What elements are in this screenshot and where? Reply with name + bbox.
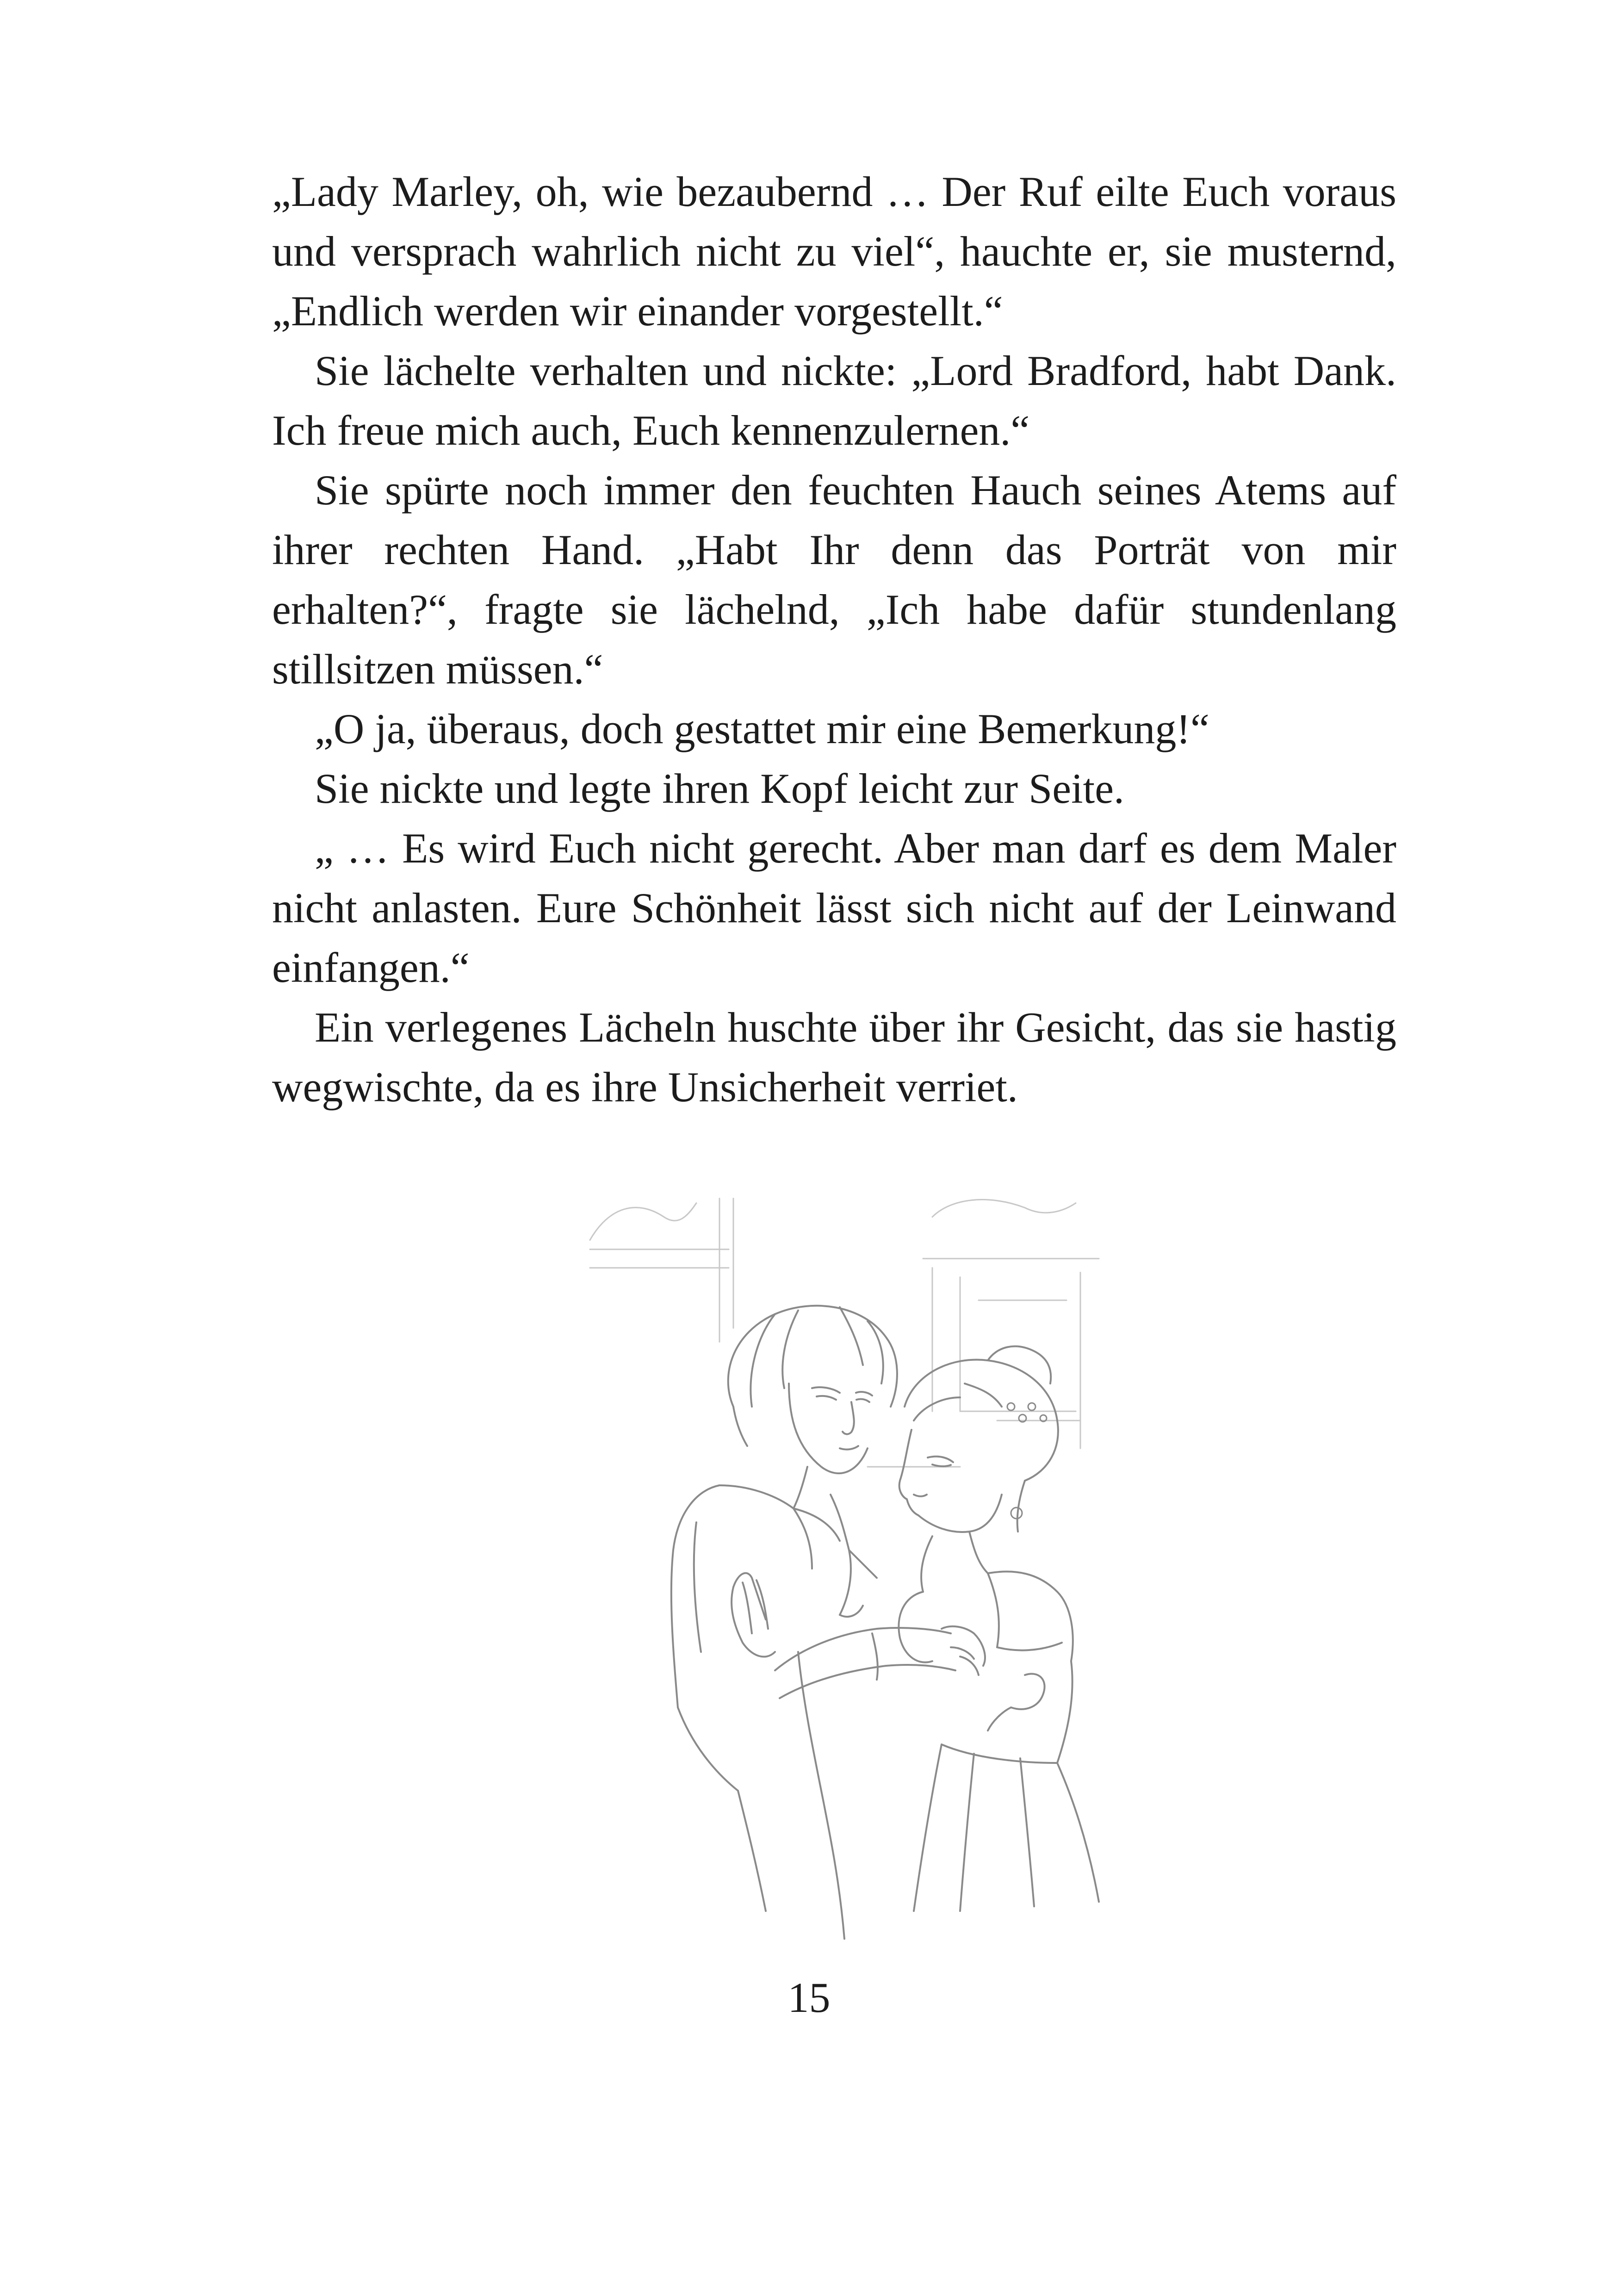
paragraph-1: „Lady Marley, oh, wie bezaubernd … Der Ruf eilte Euch voraus und versprach wahrlich nicht zu viel“, hauchte er, sie musternd, „Endlich werden wir einander vorgestellt.“ <box>272 168 1396 335</box>
paragraph-5: Sie nickte und legte ihren Kopf leicht zur Seite. <box>315 765 1125 812</box>
paragraph-3: Sie spürte noch immer den feuchten Hauch seines Atems auf ihrer rechten Hand. „Habt Ihr denn das Porträt von mir erhalten?“, fragte sie lächelnd, „Ich habe dafür stundenlang stillsitzen müssen.“ <box>272 466 1396 693</box>
paragraph-2: Sie lächelte verhalten und nickte: „Lord Bradford, habt Dank. Ich freue mich auch, Euch kennenzulernen.“ <box>272 347 1396 454</box>
page-number: 15 <box>787 1974 831 2021</box>
body-text <box>272 162 1396 1117</box>
paragraph-7: Ein verlegenes Lächeln huschte über ihr Gesicht, das sie hastig wegwischte, da es ihre Unsicherheit verriet. <box>272 1004 1396 1111</box>
couple-embrace-sketch-icon <box>581 1189 1127 1953</box>
paragraph-4: „O ja, überaus, doch gestattet mir eine Bemerkung!“ <box>315 705 1209 752</box>
paragraph-6: „ … Es wird Euch nicht gerecht. Aber man darf es dem Maler nicht anlasten. Eure Schönheit lässt sich nicht auf der Leinwand einfangen.“ <box>272 825 1396 991</box>
